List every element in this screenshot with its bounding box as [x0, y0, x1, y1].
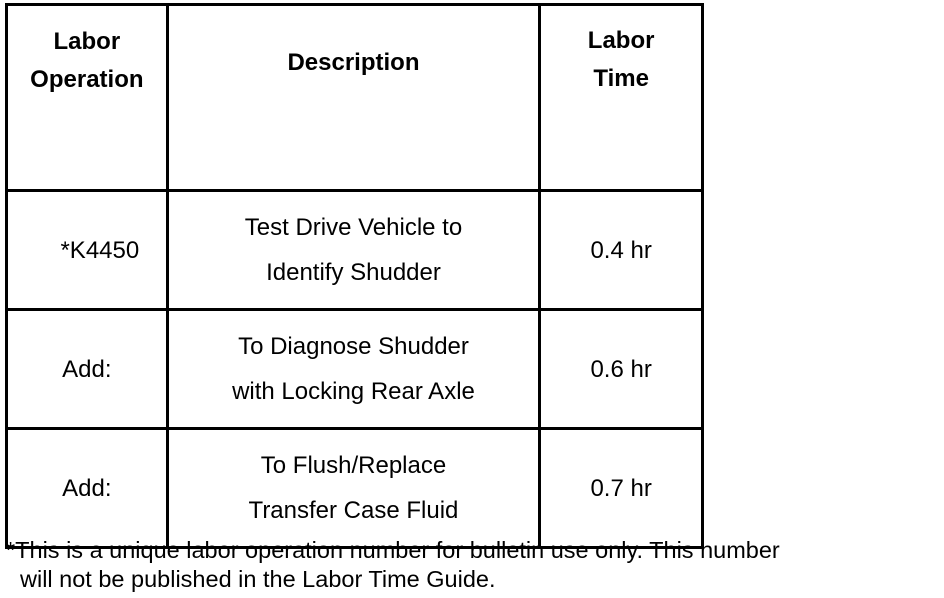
- row-description-line2: Transfer Case Fluid: [248, 497, 459, 524]
- row-description-line1: To Diagnose Shudder: [238, 333, 469, 360]
- row-description-line1: Test Drive Vehicle to: [244, 214, 463, 241]
- row-labor-time: 0.7 hr: [540, 429, 703, 548]
- header-labor-operation-line2: Operation: [30, 66, 144, 93]
- row-description: [167, 191, 540, 310]
- header-labor-operation: [7, 5, 168, 191]
- header-labor-time-line2: Time: [593, 65, 649, 92]
- row-labor-time: 0.6 hr: [540, 310, 703, 429]
- header-labor-time: [540, 5, 703, 191]
- row-labor-time: 0.4 hr: [540, 191, 703, 310]
- row-labor-operation: Add:: [7, 310, 168, 429]
- row-description-line1: To Flush/Replace: [260, 452, 447, 479]
- header-labor-operation-line1: Labor: [53, 28, 121, 55]
- row-description-line2: Identify Shudder: [266, 259, 441, 286]
- footnote-line1: *This is a unique labor operation number for bulletin use only. This number: [6, 537, 780, 563]
- footnote-line2: will not be published in the Labor Time Guide.: [20, 566, 496, 592]
- labor-time-table: [5, 3, 704, 549]
- footnote: [6, 536, 936, 594]
- row-description: [167, 310, 540, 429]
- header-labor-time-line1: Labor: [587, 27, 655, 54]
- table-row: [7, 310, 703, 429]
- table-row: [7, 191, 703, 310]
- header-description: [167, 5, 540, 191]
- row-description-line2: with Locking Rear Axle: [232, 378, 475, 405]
- row-labor-operation: Add:: [7, 429, 168, 548]
- table-row: [7, 429, 703, 548]
- row-labor-operation: *K4450: [7, 191, 168, 310]
- header-description-label: Description: [287, 49, 420, 76]
- table-header-row: [7, 5, 703, 191]
- row-description: [167, 429, 540, 548]
